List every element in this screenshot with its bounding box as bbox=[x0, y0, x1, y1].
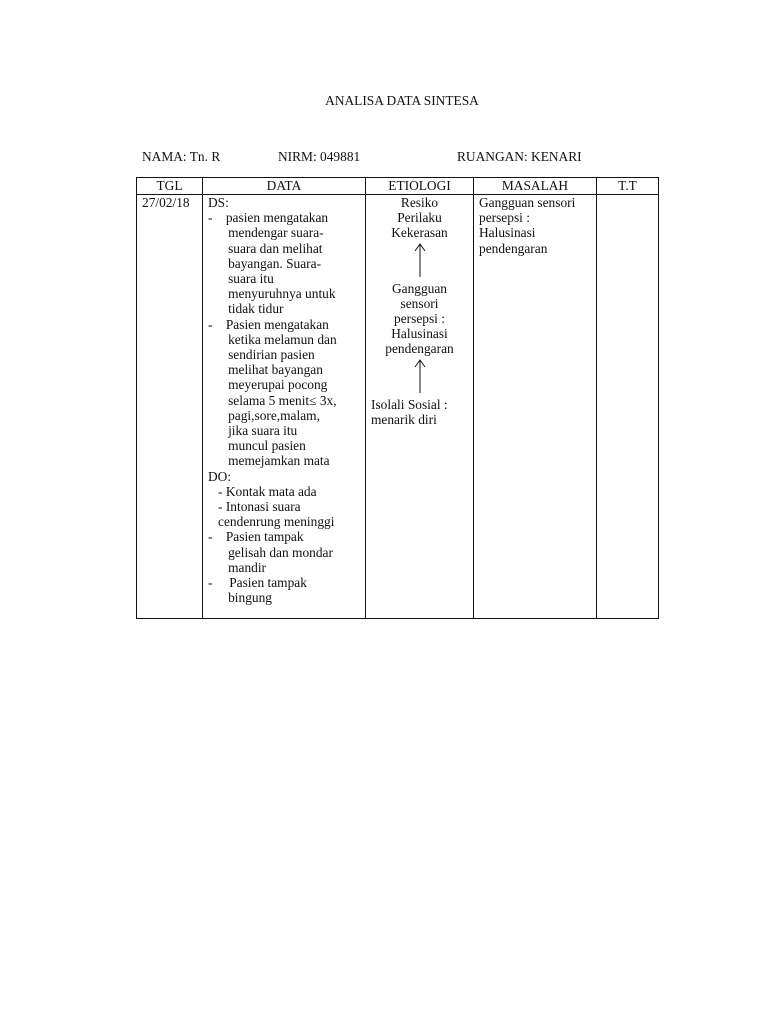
cell-etiologi bbox=[366, 195, 473, 427]
etiologi-line: sensori bbox=[400, 295, 439, 311]
masalah-line: Gangguan sensori bbox=[479, 195, 576, 210]
data-line: gelisah dan mondar bbox=[208, 544, 333, 560]
header-data: DATA bbox=[266, 178, 302, 193]
data-line: DS: bbox=[208, 195, 229, 210]
data-line: cendenrung meninggi bbox=[208, 514, 335, 530]
masalah-line: pendengaran bbox=[479, 240, 548, 256]
etiologi-line: Perilaku bbox=[397, 210, 442, 226]
header-masalah: MASALAH bbox=[501, 178, 569, 193]
data-line: - Kontak mata ada bbox=[208, 483, 317, 499]
data-line: - pasien mengatakan bbox=[208, 210, 329, 226]
data-line: selama 5 menit≤ 3x, bbox=[208, 392, 337, 408]
data-line: bingung bbox=[208, 590, 272, 606]
table-border-left bbox=[136, 177, 137, 619]
data-line: pagi,sore,malam, bbox=[208, 407, 320, 423]
etiologi-bottom bbox=[366, 397, 473, 427]
patient-nirm: NIRM: 049881 bbox=[278, 149, 361, 164]
document-title: ANALISA DATA SINTESA bbox=[325, 93, 479, 108]
data-line: suara dan melihat bbox=[208, 240, 323, 256]
header-tt: T.T bbox=[618, 178, 637, 193]
data-line: DO: bbox=[208, 468, 232, 484]
etiologi-line: Gangguan bbox=[391, 280, 448, 296]
column-divider bbox=[473, 177, 474, 619]
etiologi-line: pendengaran bbox=[385, 341, 454, 357]
data-line: sendirian pasien bbox=[208, 347, 315, 363]
data-line: tidak tidur bbox=[208, 301, 284, 317]
up-arrow-icon bbox=[366, 241, 473, 281]
etiologi-line: menarik diri bbox=[371, 411, 437, 427]
etiologi-line: Kekerasan bbox=[391, 225, 448, 241]
table-border-right bbox=[658, 177, 659, 619]
cell-data bbox=[208, 195, 366, 605]
etiologi-line: Resiko bbox=[400, 195, 439, 210]
etiologi-top bbox=[366, 195, 473, 241]
table-border-bottom bbox=[136, 618, 659, 619]
etiologi-middle bbox=[366, 281, 473, 357]
header-etiologi: ETIOLOGI bbox=[388, 178, 451, 193]
data-line: ketika melamun dan bbox=[208, 331, 337, 347]
data-line: menyuruhnya untuk bbox=[208, 286, 336, 302]
patient-name: NAMA: Tn. R bbox=[142, 149, 221, 164]
up-arrow-icon bbox=[366, 357, 473, 397]
data-line: memejamkan mata bbox=[208, 453, 330, 469]
data-line: - Pasien tampak bbox=[208, 575, 307, 591]
header-tgl: TGL bbox=[156, 178, 183, 193]
column-divider bbox=[596, 177, 597, 619]
patient-room: RUANGAN: KENARI bbox=[457, 149, 582, 164]
data-line: jika suara itu bbox=[208, 423, 298, 439]
data-line: mandir bbox=[208, 559, 267, 575]
cell-masalah bbox=[479, 195, 594, 256]
data-line: - Pasien mengatakan bbox=[208, 316, 329, 332]
etiologi-line: Halusinasi bbox=[391, 326, 448, 342]
masalah-line: Halusinasi bbox=[479, 225, 536, 241]
etiologi-line: Isolali Sosial : bbox=[371, 396, 448, 412]
data-line: suara itu bbox=[208, 271, 274, 287]
data-line: melihat bayangan bbox=[208, 362, 323, 378]
data-line: bayangan. Suara- bbox=[208, 255, 322, 271]
column-divider bbox=[202, 177, 203, 619]
data-line: - Intonasi suara bbox=[208, 499, 301, 515]
data-line: mendengar suara- bbox=[208, 225, 324, 241]
etiologi-line: persepsi : bbox=[394, 311, 445, 327]
data-line: muncul pasien bbox=[208, 438, 306, 454]
data-line: meyerupai pocong bbox=[208, 377, 328, 393]
data-line: - Pasien tampak bbox=[208, 529, 304, 545]
masalah-line: persepsi : bbox=[479, 210, 530, 226]
cell-tgl: 27/02/18 bbox=[142, 195, 190, 210]
